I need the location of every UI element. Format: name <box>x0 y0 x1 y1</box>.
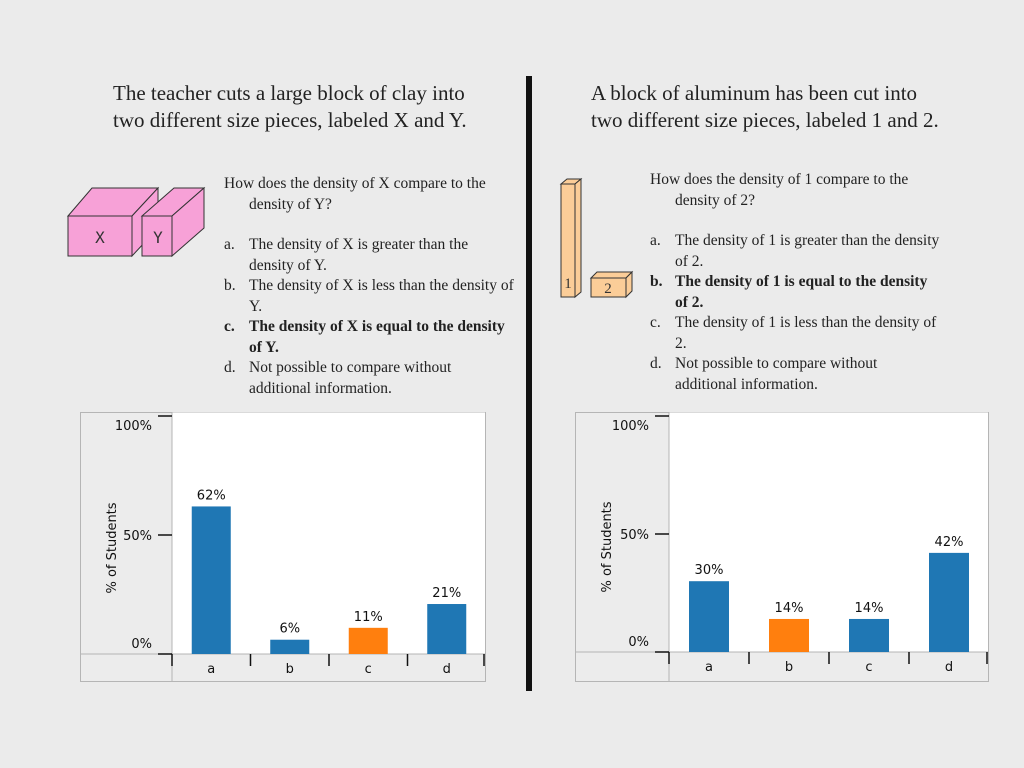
right-intro-line-2: two different size pieces, labeled 1 and 2. <box>591 108 939 132</box>
left-chart-ytick-label-2: 100% <box>114 419 152 434</box>
left-chart-bar-d <box>427 604 466 654</box>
right-chart-bar-label-b: 14% <box>774 600 804 616</box>
clay-block-y-label: Y <box>153 228 163 247</box>
left-option-d-text: Not possible to compare without additional information. <box>249 359 452 397</box>
left-option-c-text: The density of X is equal to the density of Y. <box>249 318 505 356</box>
right-chart-category-b: b <box>784 660 794 675</box>
left-intro <box>113 80 513 134</box>
right-intro <box>591 80 1011 134</box>
left-chart-bar-b <box>270 640 309 654</box>
right-chart-ytick-label-1: 50% <box>620 528 649 543</box>
clay-blocks-illustration <box>62 182 212 264</box>
right-option-b-text: The density of 1 is equal to the density of 2. <box>675 273 928 311</box>
right-chart <box>575 412 989 682</box>
aluminum-blocks-illustration <box>555 176 635 302</box>
right-option-d-letter: d. <box>650 355 662 372</box>
left-chart-bar-a <box>192 506 231 654</box>
left-option-b-letter: b. <box>224 277 236 294</box>
right-chart-svg <box>575 412 989 682</box>
left-question <box>224 174 514 399</box>
left-chart-bar-label-a: 62% <box>196 488 226 504</box>
right-question <box>650 170 940 395</box>
center-divider <box>526 76 532 691</box>
right-option-d[interactable] <box>650 354 940 395</box>
right-chart-bar-d <box>929 553 969 652</box>
left-chart-ytick-label-0: 0% <box>131 637 152 652</box>
right-chart-ylabel: % of Students <box>600 501 615 593</box>
right-intro-line-1: A block of aluminum has been cut into <box>591 81 918 105</box>
left-option-d[interactable] <box>224 358 514 399</box>
left-option-d-letter: d. <box>224 359 236 376</box>
right-chart-bar-b <box>769 619 809 652</box>
right-chart-category-c: c <box>865 660 873 675</box>
right-chart-bar-label-c: 14% <box>854 600 884 616</box>
right-option-c[interactable] <box>650 313 940 354</box>
right-chart-ytick-label-0: 0% <box>628 635 649 650</box>
right-chart-ytick-label-2: 100% <box>611 419 649 434</box>
right-option-a-text: The density of 1 is greater than the density of 2. <box>675 232 940 270</box>
left-option-c-letter: c. <box>224 318 235 335</box>
left-intro-line-2: two different size pieces, labeled X and Y. <box>113 108 467 132</box>
right-chart-category-d: d <box>944 660 954 675</box>
right-option-a-letter: a. <box>650 232 661 249</box>
left-chart-bar-label-c: 11% <box>353 609 383 625</box>
left-option-a[interactable] <box>224 235 514 276</box>
aluminum-block-1 <box>561 179 581 297</box>
left-intro-line-1: The teacher cuts a large block of clay into <box>113 81 465 105</box>
right-option-d-text: Not possible to compare without additional information. <box>675 355 878 393</box>
left-question-stem: How does the density of X compare to the density of Y? <box>224 175 486 213</box>
left-option-b-text: The density of X is less than the density of Y. <box>249 277 514 315</box>
left-option-b[interactable] <box>224 276 514 317</box>
clay-block-x-label: X <box>95 228 105 247</box>
right-chart-bar-c <box>849 619 889 652</box>
left-chart-svg <box>80 412 486 682</box>
left-chart <box>80 412 486 682</box>
left-chart-bar-c <box>349 628 388 654</box>
aluminum-block-2-label: 2 <box>604 281 612 297</box>
right-chart-bar-a <box>689 581 729 652</box>
left-chart-ylabel: % of Students <box>105 502 120 594</box>
left-chart-bar-label-b: 6% <box>279 621 301 637</box>
aluminum-block-2 <box>591 272 632 297</box>
right-option-a[interactable] <box>650 231 940 272</box>
aluminum-block-1-label: 1 <box>564 276 572 292</box>
left-option-a-letter: a. <box>224 236 235 253</box>
right-option-c-text: The density of 1 is less than the density of 2. <box>675 314 937 352</box>
left-chart-category-c: c <box>364 662 372 677</box>
right-option-b-letter: b. <box>650 273 663 290</box>
left-chart-category-a: a <box>207 662 216 677</box>
left-chart-ytick-label-1: 50% <box>123 529 152 544</box>
left-option-a-text: The density of X is greater than the density of Y. <box>249 236 469 274</box>
left-chart-category-d: d <box>442 662 451 677</box>
right-chart-category-a: a <box>705 660 713 675</box>
right-option-b[interactable] <box>650 272 940 313</box>
right-chart-bar-label-d: 42% <box>934 534 964 550</box>
right-question-stem: How does the density of 1 compare to the density of 2? <box>650 171 909 209</box>
left-chart-category-b: b <box>285 662 294 677</box>
right-option-c-letter: c. <box>650 314 661 331</box>
left-chart-bar-label-d: 21% <box>432 586 462 602</box>
right-chart-bar-label-a: 30% <box>694 563 724 579</box>
left-option-c[interactable] <box>224 317 514 358</box>
